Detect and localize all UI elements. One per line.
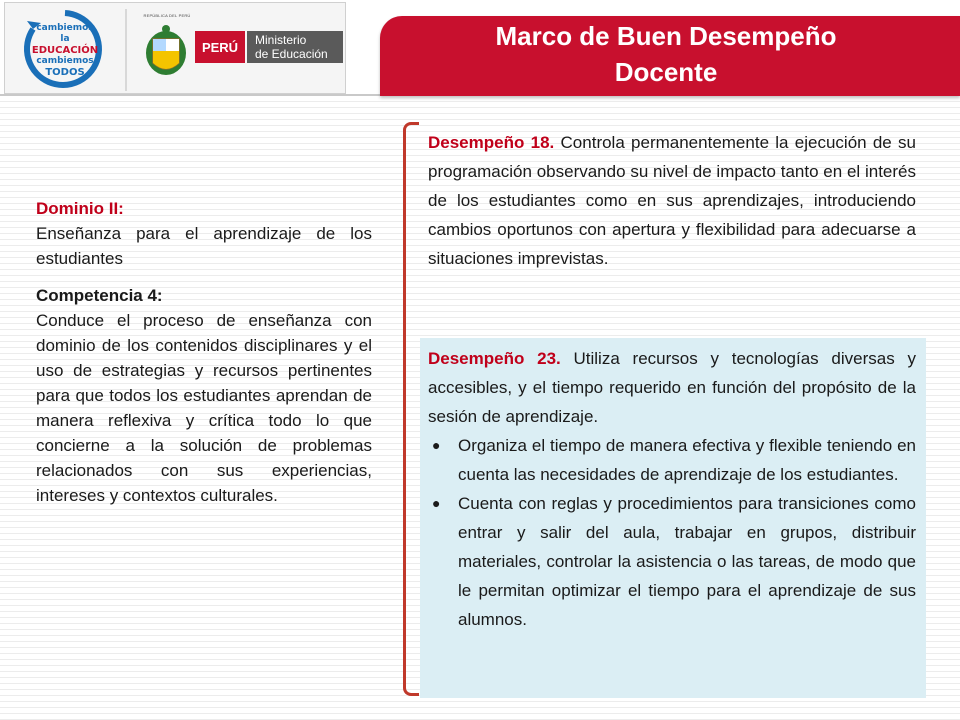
logo-divider — [125, 9, 127, 91]
bullet-text: Organiza el tiempo de manera efectiva y flexible teniendo en cuenta las necesidades de aprendizaje de los estudiantes. — [458, 436, 916, 484]
performance-23-list — [428, 431, 916, 634]
ministry-line-2: de Educación — [255, 47, 328, 61]
slide-title — [380, 18, 952, 90]
list-item — [428, 431, 916, 489]
ministry-line-1: Ministerio — [255, 33, 307, 47]
ministry-badge — [247, 31, 343, 63]
bullet-text: Cuenta con reglas y procedimientos para transiciones como entrar y salir del aula, trabajar en grupos, distribuir materiales, controlar la asistencia o las tareas, de modo que le permitan optimizar el tiempo para el aprendizaje de sus alumnos. — [458, 494, 916, 629]
performance-18 — [428, 128, 916, 273]
header-rule — [0, 94, 380, 96]
national-crest-icon — [143, 21, 189, 81]
performance-23-intro — [428, 344, 916, 431]
domain-text: Enseñanza para el aprendizaje de los estudiantes — [36, 224, 372, 268]
header — [0, 0, 960, 96]
bracket-divider — [403, 122, 419, 696]
domain-competence-column — [36, 196, 372, 508]
peru-badge: PERÚ — [195, 31, 245, 63]
cambiemos-logo-text: cambiemos la EDUCACIÓN cambiemos TODOS — [31, 23, 99, 78]
logo-banner — [4, 2, 346, 94]
title-line-2: Docente — [614, 57, 718, 87]
performance-18-label: Desempeño 18. — [428, 133, 555, 152]
domain-label: Dominio II: — [36, 199, 124, 218]
performance-23-text: Utiliza recursos y tecnologías diversas y accesibles, y el tiempo requerido en función del propósito de la sesión de aprendizaje. — [428, 349, 916, 426]
list-item — [428, 489, 916, 634]
performance-23-label: Desempeño 23. — [428, 349, 561, 368]
title-line-1: Marco de Buen Desempeño — [495, 21, 837, 51]
performance-18-text: Controla permanentemente la ejecución de su programación observando su nivel de impacto tanto en el interés de los estudiantes como en sus aprendizajes, introduciendo cambios oportunos con apertura y flexibilidad para adecuarse a situaciones imprevistas. — [428, 133, 916, 268]
competence-label: Competencia 4: — [36, 286, 163, 305]
bullet-icon: ● — [432, 437, 441, 453]
competence-text: Conduce el proceso de enseñanza con dominio de los contenidos disciplinares y el uso de estrategias y recursos pertinentes para que todos los estudiantes aprendan de manera reflexiva y crítica todo lo que concierne a la solución de problemas relacionados con sus experiencias, intereses y contextos culturales. — [36, 311, 372, 505]
bullet-icon: ● — [432, 495, 441, 511]
crest-caption: REPÚBLICA DEL PERÚ — [143, 13, 191, 18]
performance-23-panel — [420, 338, 926, 698]
